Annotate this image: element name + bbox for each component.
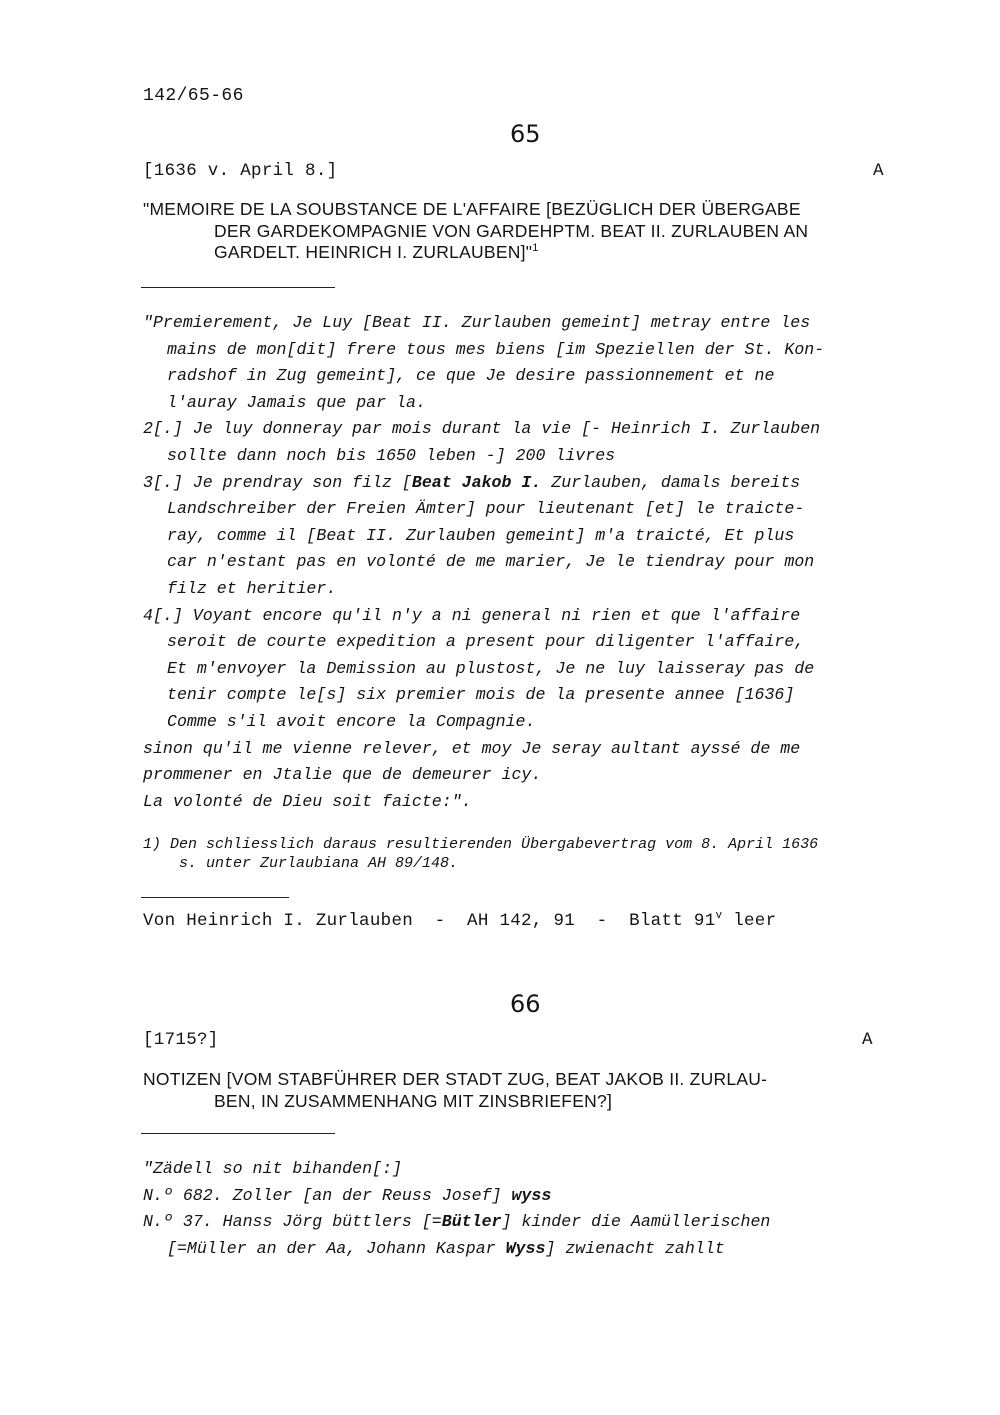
paragraph-3 xyxy=(143,470,923,603)
text-segment: ] kinder die Aamüllerischen xyxy=(501,1212,771,1232)
text-line: ray, comme il [Beat II. Zurlauben gemeint] m'a traicté, Et plus xyxy=(167,525,795,545)
text-segment: N.º 682. Zoller [an der Reuss Josef] xyxy=(143,1185,512,1205)
bold-name: Wyss xyxy=(505,1238,546,1258)
document-date-66: [1715?] xyxy=(143,1030,219,1050)
text-line: radshof in Zug gemeint], ce que Je desire passionnement et ne xyxy=(167,366,775,386)
text-segment: 3[.] Je prendray son filz [ xyxy=(143,472,412,492)
document-grade-65: A xyxy=(873,161,884,181)
document-title-66 xyxy=(143,1069,903,1112)
text-line: "Zädell so nit bihanden[:] xyxy=(143,1159,402,1178)
text-line: 2[.] Je luy donneray par mois durant la vie [- Heinrich I. Zurlauben xyxy=(143,419,821,439)
title-text: GARDELT. HEINRICH I. ZURLAUBEN]" xyxy=(214,242,533,262)
document-grade-66: A xyxy=(862,1030,873,1050)
bold-name: Bütler xyxy=(441,1212,502,1232)
text-line xyxy=(143,1209,923,1236)
footnote-line: s. unter Zurlaubiana AH 89/148. xyxy=(179,854,459,872)
document-date-65: [1636 v. April 8.] xyxy=(143,161,338,181)
bold-name: wyss xyxy=(511,1185,552,1205)
footnote xyxy=(143,836,923,873)
bold-name: Beat Jakob I. xyxy=(411,472,542,492)
text-line: mains de mon[dit] frere tous mes biens [im Speziellen der St. Kon- xyxy=(167,339,825,359)
document-body-65 xyxy=(143,310,923,815)
paragraph-1 xyxy=(143,310,923,416)
paragraph-2 xyxy=(143,416,923,469)
source-text: Von Heinrich I. Zurlauben - AH 142, 91 - Blatt 91 xyxy=(143,911,716,931)
title-divider xyxy=(141,1133,335,1134)
verso-superscript: v xyxy=(715,910,723,923)
footnote-divider xyxy=(141,897,289,898)
text-line: 4[.] Voyant encore qu'il n'y a ni general ni rien et que l'affaire xyxy=(143,605,801,625)
text-line: La volonté de Dieu soit faicte:". xyxy=(143,791,472,811)
document-title-65 xyxy=(143,199,903,264)
text-line: Et m'envoyer la Demission au plustost, Je ne luy laisseray pas de xyxy=(167,658,815,678)
text-line: seroit de courte expedition a present pour diligenter l'affaire, xyxy=(167,632,805,652)
text-line xyxy=(143,1236,923,1263)
text-line: sinon qu'il me vienne relever, et moy Je seray aultant ayssé de me xyxy=(143,738,801,758)
document-number-66: 66 xyxy=(510,990,541,1018)
title-divider xyxy=(141,287,335,288)
source-end: leer xyxy=(722,911,777,931)
text-line: sollte dann noch bis 1650 leben -] 200 livres xyxy=(167,445,616,465)
text-line: l'auray Jamais que par la. xyxy=(167,392,426,412)
paragraph-6 xyxy=(143,789,923,816)
title-line xyxy=(143,242,903,264)
title-line: NOTIZEN [VOM STABFÜHRER DER STADT ZUG, BEAT JAKOB II. ZURLAU- xyxy=(143,1069,768,1089)
title-line: "MEMOIRE DE LA SOUBSTANCE DE L'AFFAIRE [BEZÜGLICH DER ÜBERGABE xyxy=(143,199,801,219)
paragraph-5 xyxy=(143,736,923,789)
title-line: BEN, IN ZUSAMMENHANG MIT ZINSBRIEFEN?] xyxy=(214,1090,613,1111)
text-line xyxy=(143,470,923,497)
footnote-line: 1) Den schliesslich daraus resultierenden Übergabevertrag vom 8. April 1636 xyxy=(143,836,819,853)
text-line: tenir compte le[s] six premier mois de la presente annee [1636] xyxy=(167,685,795,705)
text-line: filz et heritier. xyxy=(167,578,337,598)
title-line: DER GARDEKOMPAGNIE VON GARDEHPTM. BEAT II. ZURLAUBEN AN xyxy=(214,220,809,241)
text-segment: ] zwienacht zahllt xyxy=(545,1238,725,1258)
text-segment: N.º 37. Hanss Jörg büttlers [= xyxy=(143,1212,442,1232)
source-note xyxy=(143,911,776,931)
text-line: "Premierement, Je Luy [Beat II. Zurlauben gemeint] metray entre les xyxy=(143,313,811,332)
document-number-65: 65 xyxy=(510,120,541,148)
page-reference: 142/65-66 xyxy=(143,86,244,106)
text-segment: Zurlauben, damals bereits xyxy=(541,472,801,492)
text-segment: [=Müller an der Aa, Johann Kaspar xyxy=(167,1238,506,1258)
text-line: car n'estant pas en volonté de me marier, Je le tiendray pour mon xyxy=(167,552,815,572)
text-line: prommener en Jtalie que de demeurer icy. xyxy=(143,765,542,785)
document-body-66 xyxy=(143,1156,923,1262)
text-line: Landschreiber der Freien Ämter] pour lieutenant [et] le traicte- xyxy=(167,499,805,519)
text-line: Comme s'il avoit encore la Compagnie. xyxy=(167,711,536,731)
paragraph-4 xyxy=(143,603,923,736)
text-line xyxy=(143,1183,923,1210)
footnote-marker[interactable]: 1 xyxy=(532,242,539,255)
